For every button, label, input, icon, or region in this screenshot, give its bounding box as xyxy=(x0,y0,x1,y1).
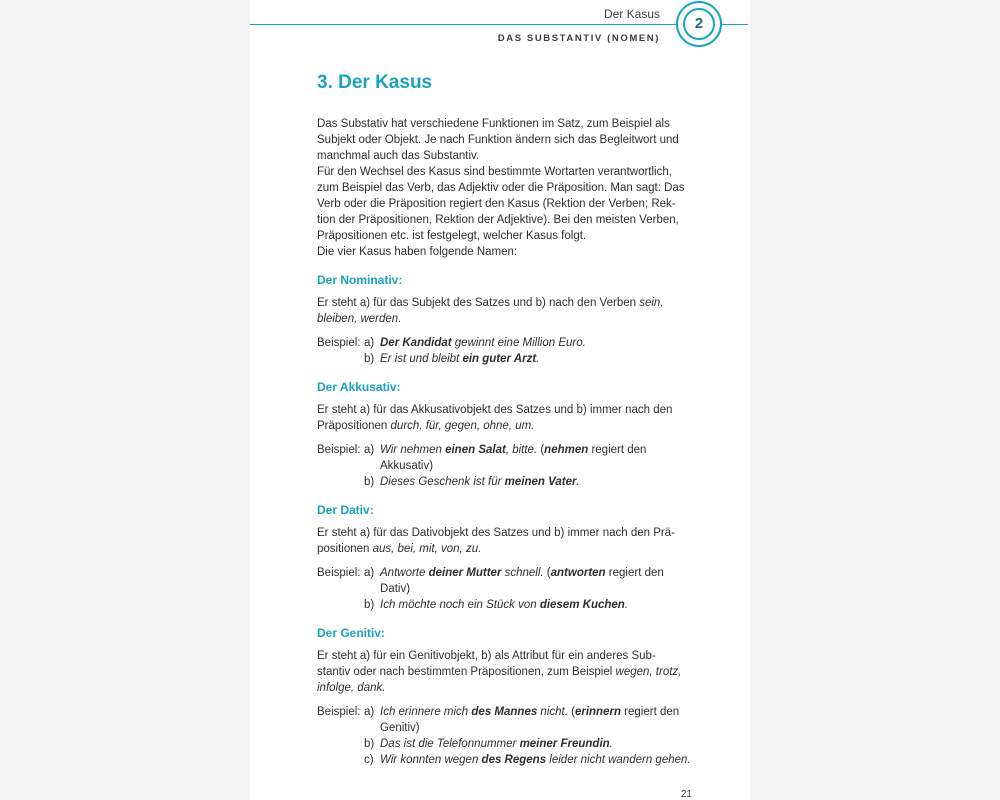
intro-line: Das Substativ hat verschiedene Funktionen im Satz, zum Beispiel als xyxy=(317,118,670,130)
examples-nominativ xyxy=(317,335,702,367)
intro-line: Subjekt oder Objekt. Je nach Funktion ändern sich das Begleitwort und xyxy=(317,134,679,146)
section-heading-nominativ: Der Nominativ: xyxy=(317,273,403,287)
example-row: b) Er ist und bleibt ein guter Arzt. xyxy=(364,353,540,365)
example-row: c) Wir konnten wegen des Regens leider nicht wandern gehen. xyxy=(364,754,691,766)
intro-line: Für den Wechsel des Kasus sind bestimmte Wortarten verantwortlich, xyxy=(317,166,672,178)
intro-line: Die vier Kasus haben folgende Namen: xyxy=(317,246,518,258)
intro-line: zum Beispiel das Verb, das Adjektiv oder die Präposition. Man sagt: Das xyxy=(317,182,685,194)
page-title: 3. Der Kasus xyxy=(317,72,433,93)
section-text-nominativ: Er steht a) für das Subjekt des Satzes und b) nach den Verben sein, bleiben, werden. xyxy=(317,297,664,325)
example-label: Beispiel: xyxy=(317,706,361,718)
section-text-akkusativ: Er steht a) für das Akkusativobjekt des Satzes und b) immer nach den Präpositionen durch, für, gegen, ohne, um. xyxy=(317,404,673,432)
example-row: Beispiel: a) Wir nehmen einen Salat, bitte. (nehmen regiert den Akkusativ) xyxy=(317,444,647,472)
example-label: Beispiel: xyxy=(317,337,361,349)
chapter-number: 2 xyxy=(683,8,715,40)
section-text-genitiv: Er steht a) für ein Genitivobjekt, b) als Attribut für ein anderes Sub- stantiv oder nach bestimmten Präpositionen, zum Beispiel wegen, trotz, infolge, dank. xyxy=(317,650,682,694)
book-page xyxy=(250,0,750,800)
examples-akkusativ xyxy=(317,442,702,490)
intro-line: Präpositionen etc. ist festgelegt, welcher Kasus folgt. xyxy=(317,230,587,242)
example-row: Beispiel: a) Antworte deiner Mutter schnell. (antworten regiert den Dativ) xyxy=(317,567,664,595)
intro-line: manchmal auch das Substantiv. xyxy=(317,150,480,162)
example-label: Beispiel: xyxy=(317,567,361,579)
example-row: b) Dieses Geschenk ist für meinen Vater. xyxy=(364,476,580,488)
examples-dativ xyxy=(317,565,702,613)
running-header-subtitle: DAS SUBSTANTIV (NOMEN) xyxy=(497,33,660,44)
example-row: Beispiel: a) Der Kandidat gewinnt eine Million Euro. xyxy=(317,337,586,349)
intro-line: tion der Präpositionen, Rektion der Adjektive). Bei den meisten Verben, xyxy=(317,214,679,226)
page-number: 21 xyxy=(680,789,692,800)
section-heading-dativ: Der Dativ: xyxy=(317,503,374,517)
example-row: b) Ich möchte noch ein Stück von diesem Kuchen. xyxy=(364,599,629,611)
intro-line: Verb oder die Präposition regiert den Kasus (Rektion der Verben; Rek- xyxy=(317,198,676,210)
running-header-title: Der Kasus xyxy=(603,7,660,21)
section-text-dativ: Er steht a) für das Dativobjekt des Satzes und b) immer nach den Prä- positionen aus, bei, mit, von, zu. xyxy=(317,527,675,555)
chapter-badge xyxy=(676,1,722,47)
example-row: Beispiel: a) Ich erinnere mich des Mannes nicht. (erinnern regiert den Genitiv) xyxy=(317,706,680,734)
section-heading-akkusativ: Der Akkusativ: xyxy=(317,380,401,394)
examples-genitiv xyxy=(317,704,702,768)
section-heading-genitiv: Der Genitiv: xyxy=(317,626,386,640)
example-row: b) Das ist die Telefonnummer meiner Freundin. xyxy=(364,738,613,750)
page-content xyxy=(317,71,702,768)
intro-paragraph xyxy=(317,116,702,260)
example-label: Beispiel: xyxy=(317,444,361,456)
header-rule xyxy=(250,24,748,25)
